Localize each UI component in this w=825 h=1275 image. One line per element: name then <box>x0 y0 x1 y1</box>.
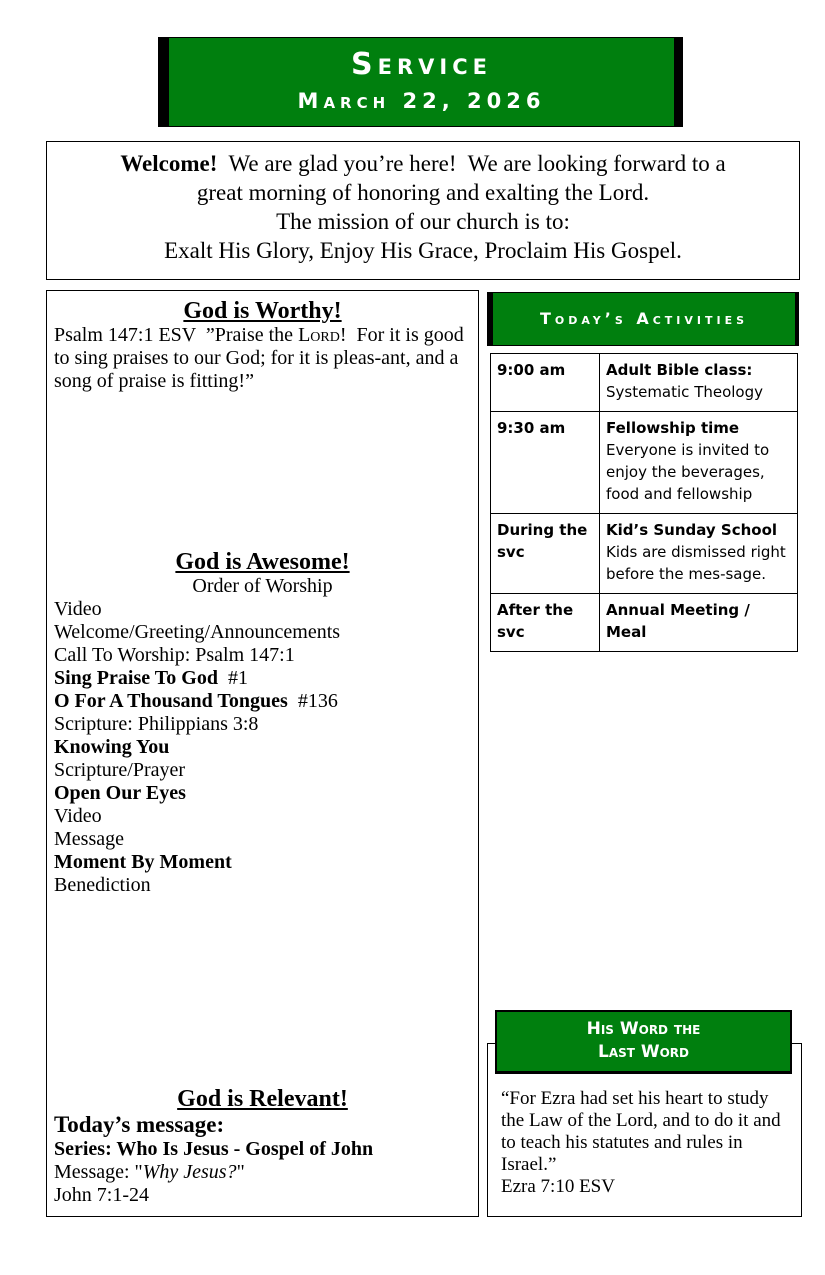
activity-title: Adult Bible class: <box>606 361 753 379</box>
order-item <box>54 667 478 690</box>
order-item <box>54 690 478 713</box>
verse-text-post: ! For it is good to sing praises to our God; for it is pleas-ant, and a song of praise is fitting!” <box>54 324 469 392</box>
order-item <box>54 874 478 897</box>
worship-column <box>46 290 479 1217</box>
order-item <box>54 736 478 759</box>
last-word-title-line-2: Last Word <box>597 1042 690 1062</box>
activity-title: Annual Meeting / Meal <box>606 601 750 641</box>
scripture-reference: Ezra 7:10 ESV <box>501 1176 615 1197</box>
verse-lord: Lord <box>298 324 340 346</box>
activity-time: 9:00 am <box>491 354 600 412</box>
order-item <box>54 851 478 874</box>
message-title-line <box>47 1161 478 1184</box>
welcome-line-3: The mission of our church is to: <box>276 209 570 234</box>
activity-time: 9:30 am <box>491 412 600 514</box>
activity-description: Systematic Theology <box>606 383 764 401</box>
todays-message-heading: Today’s message: <box>54 1112 225 1137</box>
order-item-text: Knowing You <box>54 736 170 758</box>
order-item-text: Open Our Eyes <box>54 782 186 804</box>
activity-details <box>600 514 798 594</box>
activities-banner <box>487 292 799 346</box>
last-word-title <box>497 1012 790 1071</box>
hymn-number: #1 <box>217 667 248 689</box>
welcome-line-1 <box>47 149 799 178</box>
order-of-worship-label: Order of Worship <box>192 575 333 597</box>
activity-details <box>600 412 798 514</box>
activities-table-body <box>491 354 798 652</box>
hymn-number: #136 <box>287 690 338 712</box>
relevant-section <box>47 1086 478 1207</box>
order-item-text: Moment By Moment <box>54 851 232 873</box>
activity-time: During the svc <box>491 514 600 594</box>
last-word-quote <box>501 1088 796 1198</box>
order-item <box>54 644 478 667</box>
order-item <box>54 621 478 644</box>
order-item <box>54 713 478 736</box>
message-label: Message: " <box>54 1161 143 1183</box>
activity-details <box>600 594 798 652</box>
message-close-quote: " <box>236 1161 245 1183</box>
order-item-text: Welcome/Greeting/Announcements <box>54 621 341 643</box>
activity-details <box>600 354 798 412</box>
activities-title: Today’s Activities <box>493 292 795 346</box>
order-item-text: Video <box>54 805 102 827</box>
relevant-title: God is Relevant! <box>177 1086 348 1112</box>
welcome-box <box>46 141 800 280</box>
welcome-line-1-text: We are glad you’re here! We are looking forward to a <box>217 151 726 176</box>
activity-row <box>491 412 798 514</box>
awesome-section <box>47 549 478 897</box>
worthy-verse <box>47 324 478 393</box>
activity-title: Fellowship time <box>606 419 740 437</box>
awesome-title: God is Awesome! <box>175 549 350 575</box>
order-item-text: Message <box>54 828 124 850</box>
activity-row <box>491 354 798 412</box>
scripture-quote: “For Ezra had set his heart to study the Law of the Lord, and to do it and to teach his statutes and rules in Israel.” <box>501 1088 781 1175</box>
message-title: Why Jesus? <box>142 1161 237 1183</box>
order-item <box>54 782 478 805</box>
order-item <box>54 828 478 851</box>
service-title: Service <box>351 47 492 82</box>
worthy-section <box>47 298 478 393</box>
activity-time: After the svc <box>491 594 600 652</box>
message-series: Series: Who Is Jesus - Gospel of John <box>54 1138 374 1160</box>
service-date: March 22, 2026 <box>297 89 546 113</box>
activity-title: Kid’s Sunday School <box>606 521 778 539</box>
order-item-text: Scripture/Prayer <box>54 759 186 781</box>
service-banner-fill <box>169 37 674 127</box>
activity-row <box>491 594 798 652</box>
order-item-text: Video <box>54 598 102 620</box>
service-banner <box>158 37 683 127</box>
order-of-worship-list <box>47 598 478 897</box>
order-item <box>54 805 478 828</box>
last-word-banner <box>495 1010 792 1074</box>
activity-row <box>491 514 798 594</box>
order-item-text: O For A Thousand Tongues <box>54 690 288 712</box>
order-item-text: Scripture: Philippians 3:8 <box>54 713 259 735</box>
worthy-title: God is Worthy! <box>183 298 342 324</box>
message-passage: John 7:1-24 <box>54 1184 149 1206</box>
activities-table <box>490 353 798 652</box>
order-item-text: Sing Praise To God <box>54 667 218 689</box>
activity-description: Kids are dismissed right before the mes-sage. <box>606 543 786 583</box>
last-word-title-line-1: His Word the <box>586 1019 701 1039</box>
order-item-text: Benediction <box>54 874 151 896</box>
order-item <box>54 598 478 621</box>
welcome-line-4: Exalt His Glory, Enjoy His Grace, Proclaim His Gospel. <box>164 238 682 263</box>
welcome-line-2: great morning of honoring and exalting the Lord. <box>196 180 650 205</box>
verse-text-pre: Psalm 147:1 ESV ”Praise the <box>54 324 299 346</box>
order-item <box>54 759 478 782</box>
order-item-text: Call To Worship: Psalm 147:1 <box>54 644 295 666</box>
welcome-lead: Welcome! <box>120 151 218 176</box>
activity-description: Everyone is invited to enjoy the beverages, food and fellowship <box>606 441 770 503</box>
